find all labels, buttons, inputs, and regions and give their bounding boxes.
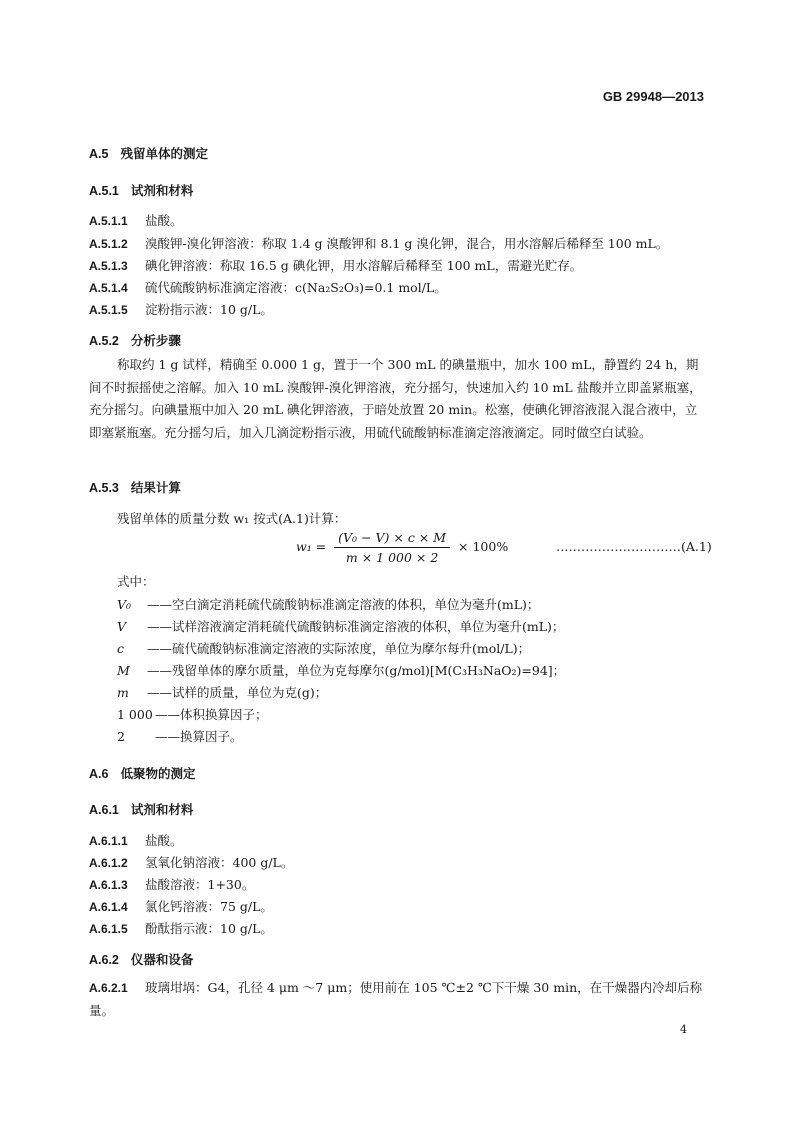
list-item: [89, 234, 668, 252]
variable-definition: [117, 595, 539, 613]
variable-symbol: c: [117, 641, 125, 656]
item-text: 溴酸钾-溴化钾溶液：称取 1.4 g 溴酸钾和 8.1 g 溴化钾，混合，用水溶解后稀释至 100 mL。: [145, 236, 669, 251]
section-a6-heading: [89, 764, 195, 782]
item-text: 玻璃坩埚：G4，孔径 4 μm ～7 μm；使用前在 105 ℃±2 ℃下干燥 30 min，在干燥器内冷却后称量。: [89, 980, 703, 1018]
variable-symbol: M: [117, 663, 130, 678]
section-number: A.5.1: [89, 184, 119, 198]
formula-lhs: w₁ =: [296, 539, 327, 554]
list-item: [89, 831, 183, 849]
variable-symbol: V₀: [117, 597, 132, 612]
item-number: A.5.1.4: [89, 281, 128, 295]
formula-intro: 残留单体的质量分数 w₁ 按式(A.1)计算：: [117, 511, 347, 526]
equation-number: …………………………(A.1): [556, 539, 712, 554]
list-item: [89, 256, 582, 274]
list-item: [89, 897, 273, 915]
formula-denominator: m × 1 000 × 2: [345, 550, 439, 565]
list-item: [89, 278, 447, 296]
item-text: 氢氧化钠溶液：400 g/L。: [145, 855, 294, 870]
item-text: 硫代硫酸钠标准滴定溶液：c(Na₂S₂O₃)=0.1 mol/L。: [145, 280, 447, 295]
section-title: 试剂和材料: [130, 184, 194, 198]
item-text: 酚酞指示液：10 g/L。: [145, 921, 273, 936]
variable-description: ——换算因子。: [155, 729, 243, 744]
variable-description: ——残留单体的摩尔质量，单位为克每摩尔(g/mol)[M(C₃H₃NaO₂)=94]；: [147, 663, 566, 678]
section-number: A.6.1: [89, 803, 119, 817]
item-text: 淀粉指示液：10 g/L。: [145, 302, 273, 317]
list-item: [89, 977, 705, 1022]
variable-definition: [117, 661, 565, 679]
variable-description: ——硫代硫酸钠标准滴定溶液的实际浓度，单位为摩尔每升(mol/L)；: [147, 641, 531, 656]
page-number: 4: [680, 1023, 687, 1036]
list-item: [89, 875, 254, 893]
section-number: A.5.3: [89, 481, 119, 495]
list-item: [89, 919, 273, 937]
section-title: 低聚物的测定: [120, 767, 196, 781]
variable-definition: [117, 639, 530, 657]
list-item: [89, 300, 273, 318]
item-number: A.6.2.1: [89, 981, 128, 995]
item-number: A.5.1.3: [89, 259, 128, 273]
item-text: 碘化钾溶液：称取 16.5 g 碘化钾，用水溶解后稀释至 100 mL，需避光贮存。: [145, 258, 583, 273]
section-number: A.6.2: [89, 953, 119, 967]
item-number: A.5.1.5: [89, 303, 128, 317]
variable-description: ——空白滴定消耗硫代硫酸钠标准滴定溶液的体积，单位为毫升(mL)；: [147, 597, 540, 612]
section-a53-heading: [89, 478, 181, 496]
item-text: 盐酸。: [145, 213, 183, 228]
variable-definition: [117, 617, 564, 635]
section-number: A.6: [89, 767, 109, 781]
section-number: A.5: [89, 147, 109, 161]
variable-symbol: V: [117, 619, 127, 634]
item-text: 氯化钙溶液：75 g/L。: [145, 899, 273, 914]
section-a51-heading: [89, 181, 193, 199]
section-a5-heading: [89, 144, 208, 162]
formula-tail: × 100%: [458, 539, 509, 554]
item-text: 盐酸溶液：1+30。: [145, 877, 255, 892]
item-number: A.5.1.1: [89, 214, 128, 228]
item-number: A.6.1.4: [89, 900, 128, 914]
procedure-paragraph: [89, 354, 705, 444]
variable-definition: [117, 727, 243, 745]
section-title: 分析步骤: [130, 334, 181, 348]
item-number: A.6.1.2: [89, 856, 128, 870]
item-number: A.5.1.2: [89, 237, 128, 251]
section-a62-heading: [89, 950, 193, 968]
variable-definition: [117, 705, 268, 723]
item-number: A.6.1.3: [89, 878, 128, 892]
variable-description: ——试样溶液滴定消耗硫代硫酸钠标准滴定溶液的体积，单位为毫升(mL)；: [147, 619, 565, 634]
variable-symbol: 1 000: [117, 707, 153, 722]
section-title: 试剂和材料: [130, 803, 194, 817]
variable-definition: [117, 683, 327, 701]
list-item: [89, 211, 183, 229]
variable-symbol: 2: [117, 729, 125, 744]
section-a52-heading: [89, 331, 181, 349]
section-title: 仪器和设备: [130, 953, 194, 967]
formula-a1: [296, 530, 508, 565]
section-a61-heading: [89, 800, 193, 818]
variable-symbol: m: [117, 685, 129, 700]
variable-description: ——体积换算因子；: [155, 707, 268, 722]
section-title: 结果计算: [130, 481, 181, 495]
item-number: A.6.1.5: [89, 922, 128, 936]
standard-number: GB 29948—2013: [602, 89, 704, 104]
formula-fraction: [334, 530, 450, 565]
list-item: [89, 853, 293, 871]
section-number: A.5.2: [89, 334, 119, 348]
section-title: 残留单体的测定: [120, 147, 208, 161]
item-number: A.6.1.1: [89, 834, 128, 848]
formula-numerator: (V₀ − V) × c × M: [334, 530, 450, 548]
paragraph-text: 称取约 1 g 试样，精确至 0.000 1 g，置于一个 300 mL 的碘量瓶中，加水 100 mL，静置约 24 h，期间不时振摇使之溶解。加入 10 mL 溴酸钾-溴化钾溶液，充分摇匀，快速加入约 10 mL 盐酸并立即盖紧瓶塞，充分摇匀。向碘量瓶中加入 20 mL 碘化钾溶液，于暗处放置 20 min。松塞，使碘化钾溶液混入混合液中，立即塞紧瓶塞。充分摇匀后，加入几滴淀粉指示液，用硫代硫酸钠标准滴定溶液滴定。同时做空白试验。: [89, 357, 702, 440]
item-text: 盐酸。: [145, 833, 183, 848]
where-label: 式中：: [117, 574, 155, 589]
variable-description: ——试样的质量，单位为克(g)；: [147, 685, 328, 700]
